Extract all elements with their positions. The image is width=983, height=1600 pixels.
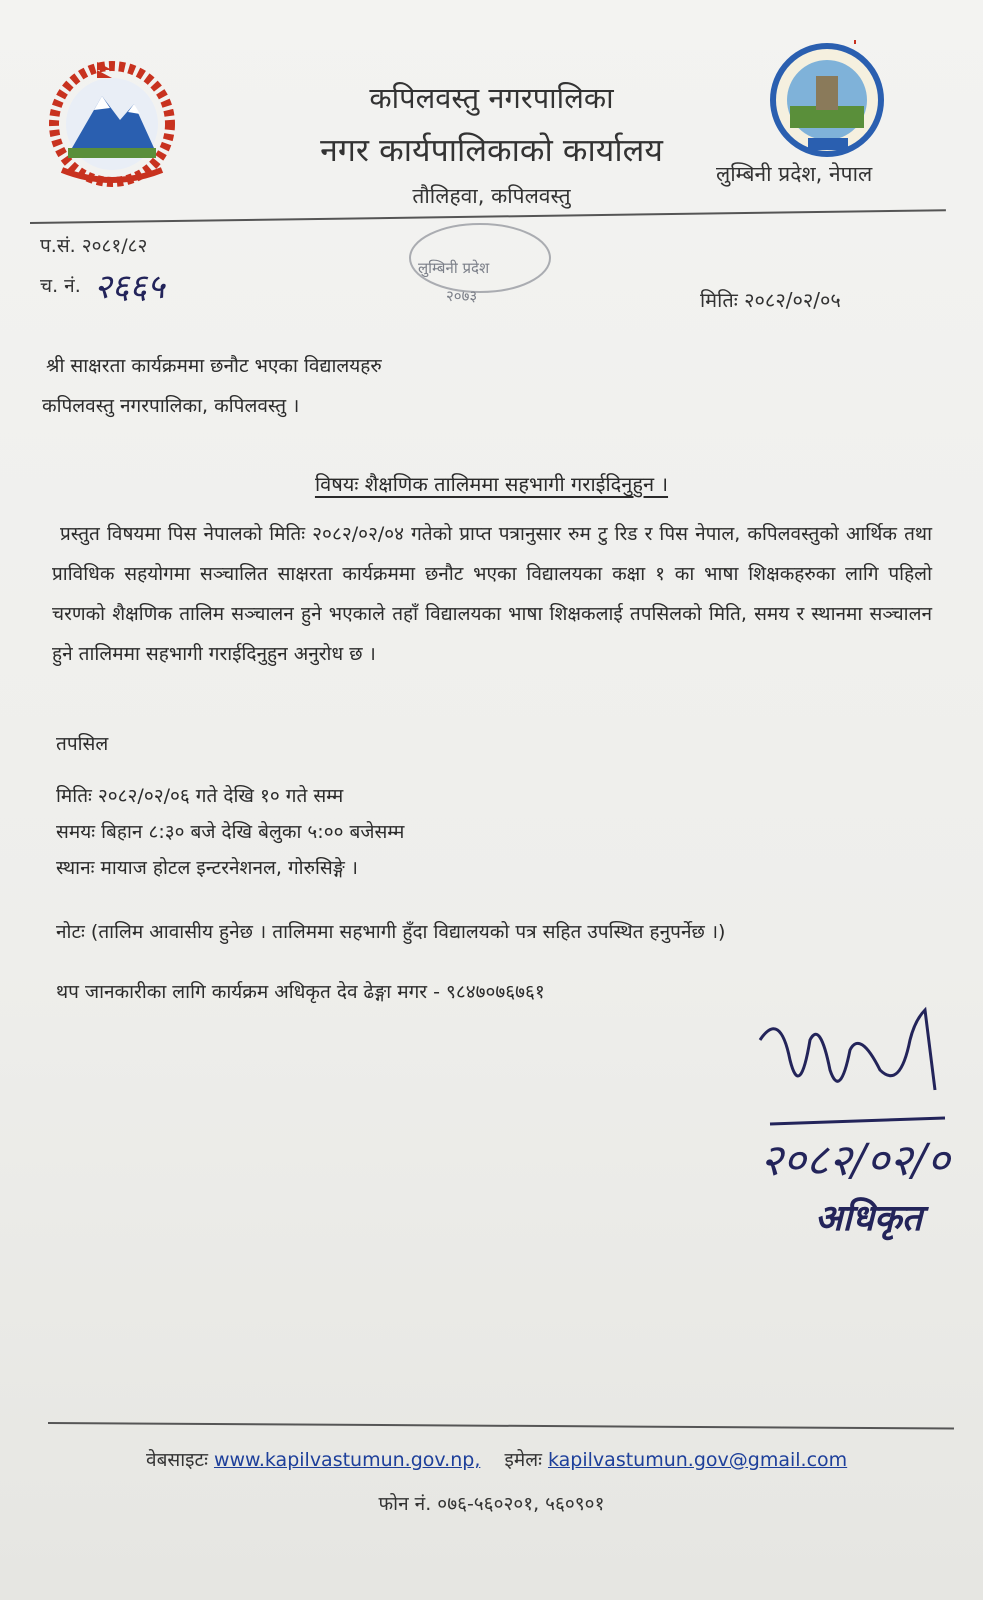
footer-divider	[48, 1422, 954, 1430]
office-address: तौलिहवा, कपिलवस्तु	[412, 184, 571, 208]
subject-text: विषयः शैक्षणिक तालिममा सहभागी गराईदिनुहुन ।	[314, 472, 669, 496]
stamp-year: २०७३	[446, 287, 478, 305]
reference-number: प.सं. २०८१/८२	[40, 235, 148, 257]
website-link[interactable]: www.kapilvastumun.gov.np,	[213, 1449, 481, 1471]
recipient-line2: कपिलवस्तु नगरपालिका, कपिलवस्तु ।	[42, 395, 300, 417]
dispatch-number: २६६५	[94, 267, 165, 307]
details-heading: तपसिल	[56, 733, 109, 755]
email-label: इमेलः	[504, 1449, 542, 1471]
signature-date: २०८२/०२/०	[760, 1135, 950, 1186]
subject-line	[0, 470, 983, 497]
stamp-text: लुम्बिनी प्रदेश	[418, 259, 490, 277]
email-link[interactable]: kapilvastumun.gov@gmail.com	[548, 1449, 848, 1471]
note-text: नोटः (तालिम आवासीय हुनेछ । तालिममा सहभागी हुँदा विद्यालयको पत्र सहित उपस्थित हनुपर्नेछ ।)	[56, 921, 726, 943]
footer-phone: फोन नं. ०७६-५६०२०१, ५६०९०१	[378, 1493, 605, 1515]
website-label: वेबसाइटः	[146, 1449, 208, 1471]
signature-title: अधिकृत	[815, 1197, 923, 1239]
signature-icon	[750, 1000, 950, 1130]
body-paragraph: प्रस्तुत विषयमा पिस नेपालको मितिः २०८२/०२/०४ गतेको प्राप्त पत्रानुसार रुम टु रिड र पिस नेपाल, कपिलवस्तुको आर्थिक तथा प्राविधिक सहयोगमा सञ्चालित साक्षरता कार्यक्रममा छनौट भएका विद्यालयका कक्षा १ का भाषा शिक्षकहरुका लागि पहिलो चरणको शैक्षणिक तालिम सञ्चालन हुने भएकाले तहाँ विद्यालयका भाषा शिक्षकलाई तपसिलको मिति, समय र स्थानमा सञ्चालन हुने तालिममा सहभागी गराईदिनुहुन अनुरोध छ ।	[52, 523, 932, 665]
training-time: समयः बिहान ८:३० बजे देखि बेलुका ५:०० बजेसम्म	[56, 821, 405, 843]
letter-date: मितिः २०८२/०२/०५	[700, 288, 841, 312]
recipient-line1: श्री साक्षरता कार्यक्रममा छनौट भएका विद्यालयहरु	[46, 355, 382, 377]
training-place: स्थानः मायाज होटल इन्टरनेशनल, गोरुसिङ्गे ।	[56, 857, 358, 879]
contact-info: थप जानकारीका लागि कार्यक्रम अधिकृत देव ढेङ्गा मगर - ९८४७०७६७६१	[56, 981, 545, 1003]
office-name: नगर कार्यपालिकाको कार्यालय	[320, 131, 663, 169]
training-date: मितिः २०८२/०२/०६ गते देखि १० गते सम्म	[56, 785, 344, 807]
province-name: लुम्बिनी प्रदेश, नेपाल	[716, 162, 873, 186]
footer-contacts	[146, 1446, 847, 1472]
dispatch-label: च. नं.	[40, 275, 81, 297]
municipality-name: कपिलवस्तु नगरपालिका	[369, 81, 614, 115]
